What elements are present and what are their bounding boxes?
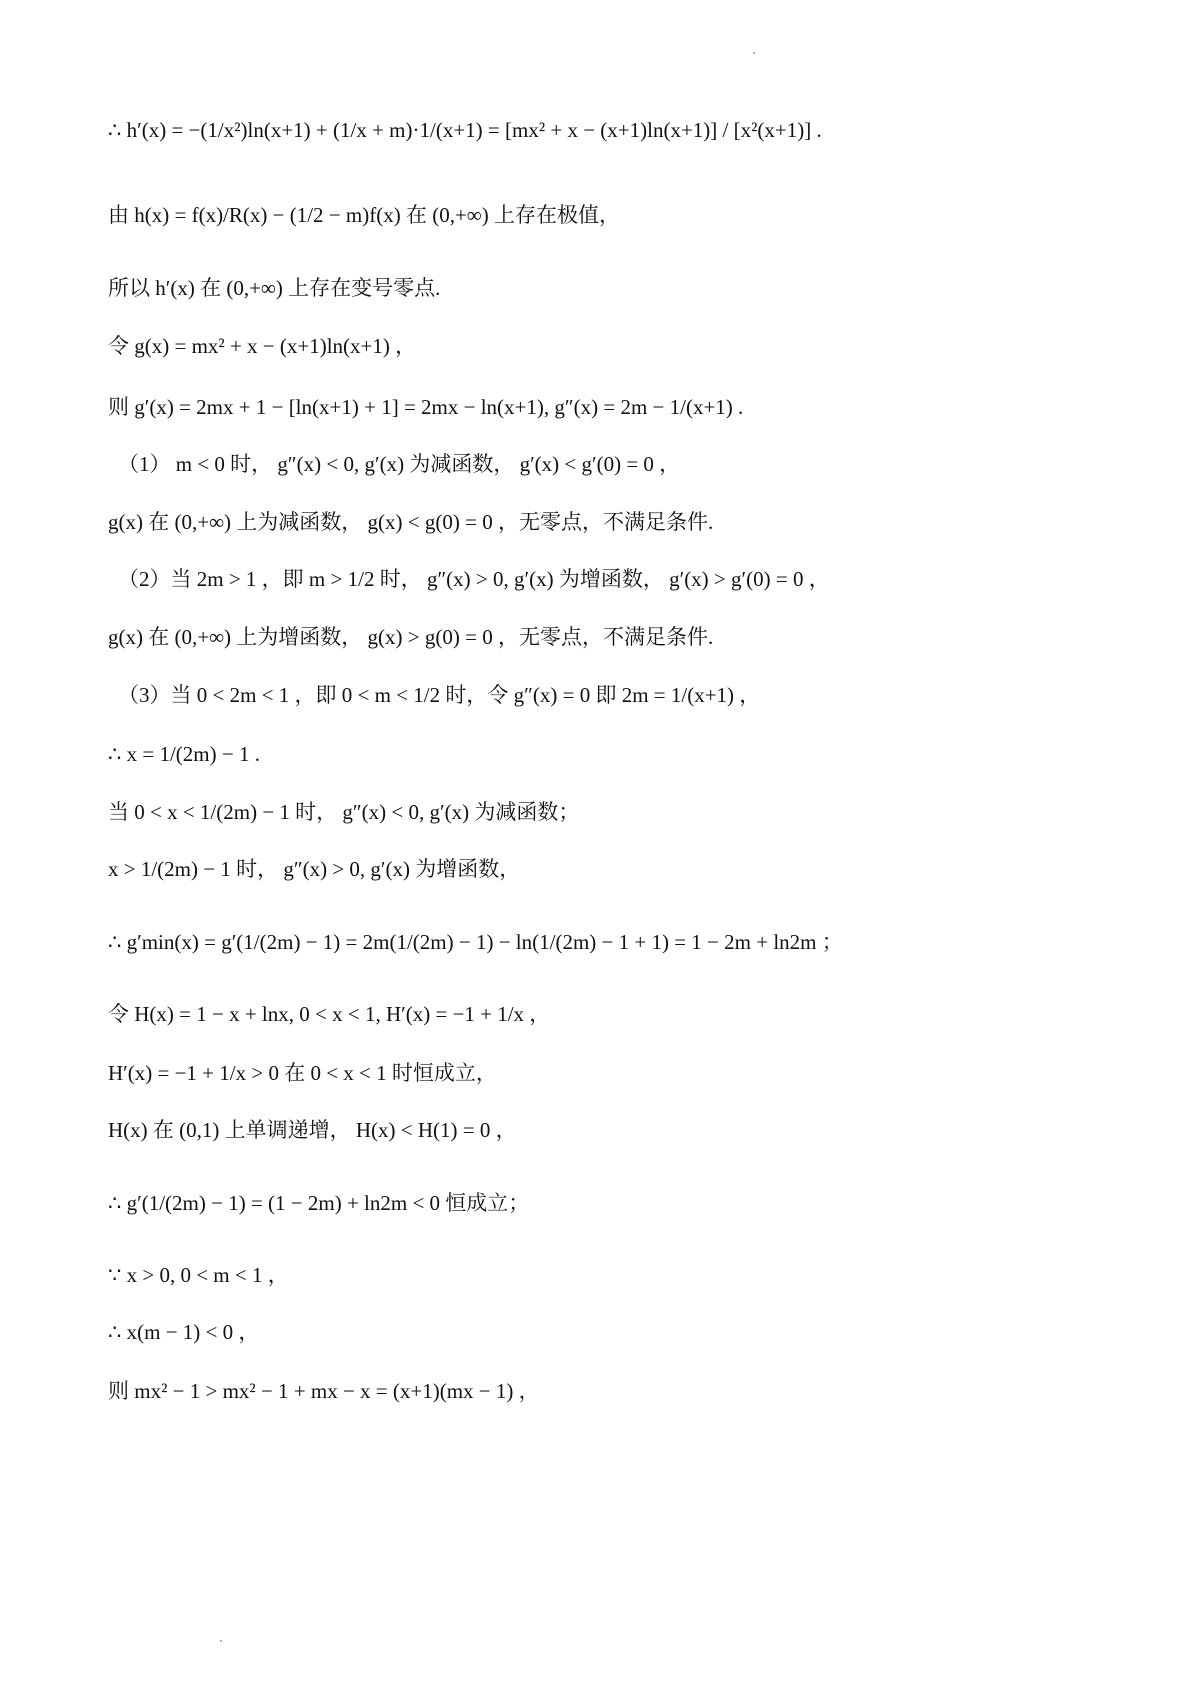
line-because: ∵ x > 0, 0 < m < 1 ，: [108, 1263, 289, 1287]
line-x-value: ∴ x = 1/(2m) − 1 .: [108, 742, 260, 766]
line-case-2-conclusion: g(x) 在 (0,+∞) 上为增函数， g(x) > g(0) = 0 ，无零点，不满足条件.: [108, 625, 714, 649]
line-g-derivatives: 则 g′(x) = 2mx + 1 − [ln(x+1) + 1] = 2mx − ln(x+1), g″(x) = 2m − 1/(x+1) .: [108, 395, 744, 419]
line-define-g: 令 g(x) = mx² + x − (x+1)ln(x+1) ，: [108, 334, 417, 358]
line-case-1-conclusion: g(x) 在 (0,+∞) 上为减函数， g(x) < g(0) = 0 ，无零点，不满足条件.: [108, 510, 714, 534]
line-H-prime-positive: H′(x) = −1 + 1/x > 0 在 0 < x < 1 时恒成立，: [108, 1061, 497, 1085]
line-g-prime-negative: ∴ g′(1/(2m) − 1) = (1 − 2m) + ln2m < 0 恒成立；: [108, 1191, 530, 1215]
line-case-1: （1） m < 0 时， g″(x) < 0, g′(x) 为减函数， g′(x) < g′(0) = 0 ，: [118, 452, 681, 476]
line-h-definition: 由 h(x) = f(x)/R(x) − (1/2 − m)f(x) 在 (0,+∞) 上存在极值，: [108, 203, 621, 227]
line-sign-change-zero: 所以 h′(x) 在 (0,+∞) 上存在变号零点.: [108, 276, 441, 300]
line-case-2: （2）当 2m > 1 ，即 m > 1/2 时， g″(x) > 0, g′(x) 为增函数， g′(x) > g′(0) = 0 ，: [118, 567, 830, 591]
line-H-increasing: H(x) 在 (0,1) 上单调递增， H(x) < H(1) = 0 ，: [108, 1118, 517, 1142]
line-define-H: 令 H(x) = 1 − x + lnx, 0 < x < 1, H′(x) = −1 + 1/x ，: [108, 1002, 551, 1026]
line-case-3: （3）当 0 < 2m < 1 ，即 0 < m < 1/2 时，令 g″(x) = 0 即 2m = 1/(x+1) ，: [118, 683, 761, 707]
line-increasing-interval: x > 1/(2m) − 1 时， g″(x) > 0, g′(x) 为增函数，: [108, 857, 521, 881]
line-inequality: 则 mx² − 1 > mx² − 1 + mx − x = (x+1)(mx − 1) ，: [108, 1379, 540, 1403]
scan-speck: [220, 1640, 222, 1642]
line-decreasing-interval: 当 0 < x < 1/(2m) − 1 时， g″(x) < 0, g′(x) 为减函数；: [108, 800, 580, 824]
line-g-prime-min: ∴ g′min(x) = g′(1/(2m) − 1) = 2m(1/(2m) − 1) − ln(1/(2m) − 1 + 1) = 1 − 2m + ln2m ；: [108, 930, 843, 954]
line-therefore: ∴ x(m − 1) < 0 ，: [108, 1320, 260, 1344]
scan-speck: [753, 52, 755, 54]
line-h-prime: ∴ h′(x) = −(1/x²)ln(x+1) + (1/x + m)·1/(x+1) = [mx² + x − (x+1)ln(x+1)] / [x²(x+1)] .: [108, 118, 822, 142]
